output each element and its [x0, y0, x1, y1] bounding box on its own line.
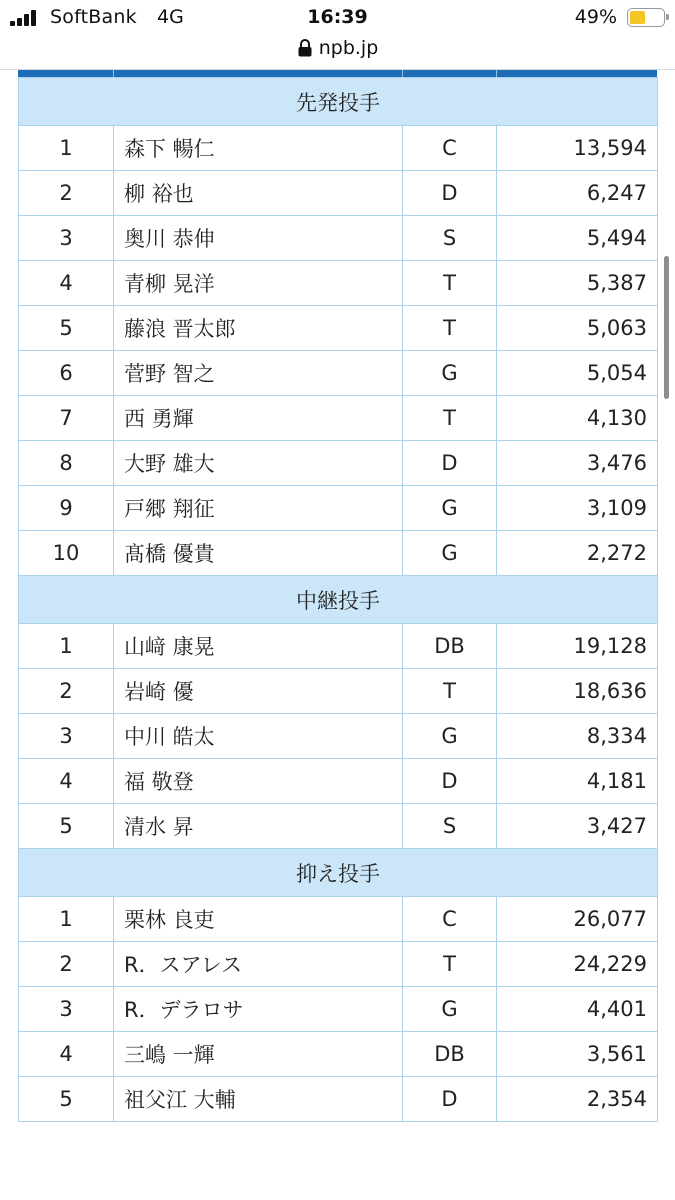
- team-cell: T: [403, 396, 497, 441]
- votes-cell: 3,109: [497, 486, 658, 531]
- votes-cell: 5,494: [497, 216, 658, 261]
- section-header: [19, 576, 658, 624]
- votes-cell: 4,181: [497, 759, 658, 804]
- votes-cell: 3,427: [497, 804, 658, 849]
- rank-cell: 1: [19, 897, 114, 942]
- section-header: [19, 849, 658, 897]
- team-cell: T: [403, 669, 497, 714]
- battery-level: [630, 11, 645, 24]
- team-cell: D: [403, 171, 497, 216]
- rank-cell: 5: [19, 804, 114, 849]
- rank-cell: 1: [19, 126, 114, 171]
- table-row: [19, 714, 658, 759]
- table-row: [19, 987, 658, 1032]
- player-name-cell: 菅野 智之: [114, 351, 403, 396]
- table-row: [19, 306, 658, 351]
- player-name-cell: 清水 昇: [114, 804, 403, 849]
- status-bar: [0, 0, 675, 36]
- table-row: [19, 351, 658, 396]
- table-row: [19, 171, 658, 216]
- votes-cell: 5,387: [497, 261, 658, 306]
- votes-cell: 2,272: [497, 531, 658, 576]
- battery-percentage: 49%: [574, 6, 617, 28]
- team-cell: DB: [403, 624, 497, 669]
- team-cell: C: [403, 126, 497, 171]
- rank-cell: 4: [19, 759, 114, 804]
- team-cell: D: [403, 441, 497, 486]
- table-row: [19, 441, 658, 486]
- team-cell: D: [403, 759, 497, 804]
- player-name-cell: 栗林 良吏: [114, 897, 403, 942]
- table-row: [19, 669, 658, 714]
- player-name-cell: 三嶋 一輝: [114, 1032, 403, 1077]
- lock-icon: [297, 38, 313, 58]
- player-name-cell: 祖父江 大輔: [114, 1077, 403, 1122]
- table-row: [19, 486, 658, 531]
- rank-cell: 9: [19, 486, 114, 531]
- team-cell: S: [403, 804, 497, 849]
- team-cell: G: [403, 987, 497, 1032]
- votes-cell: 24,229: [497, 942, 658, 987]
- all-star-vote-table: [18, 70, 657, 1122]
- section-header: [19, 78, 658, 126]
- network-type: 4G: [157, 6, 184, 28]
- team-cell: C: [403, 897, 497, 942]
- team-cell: T: [403, 261, 497, 306]
- rank-cell: 3: [19, 987, 114, 1032]
- team-cell: D: [403, 1077, 497, 1122]
- votes-cell: 5,063: [497, 306, 658, 351]
- votes-cell: 3,476: [497, 441, 658, 486]
- scrollbar[interactable]: [664, 256, 669, 399]
- rank-cell: 5: [19, 306, 114, 351]
- ranking-table: [18, 77, 658, 1122]
- table-row: [19, 531, 658, 576]
- team-cell: T: [403, 942, 497, 987]
- rank-cell: 10: [19, 531, 114, 576]
- url-text[interactable]: npb.jp: [318, 37, 379, 59]
- table-row: [19, 261, 658, 306]
- votes-cell: 4,130: [497, 396, 658, 441]
- rank-cell: 4: [19, 1032, 114, 1077]
- team-cell: G: [403, 486, 497, 531]
- votes-cell: 13,594: [497, 126, 658, 171]
- section-title: 中継投手: [19, 576, 658, 624]
- player-name-cell: 柳 裕也: [114, 171, 403, 216]
- section-title: 先発投手: [19, 78, 658, 126]
- team-cell: DB: [403, 1032, 497, 1077]
- votes-cell: 8,334: [497, 714, 658, 759]
- player-name-cell: 福 敬登: [114, 759, 403, 804]
- section-title: 抑え投手: [19, 849, 658, 897]
- player-name-cell: R．スアレス: [114, 942, 403, 987]
- table-row: [19, 396, 658, 441]
- battery-icon: [627, 8, 665, 27]
- player-name-cell: 森下 暢仁: [114, 126, 403, 171]
- player-name-cell: 奥川 恭伸: [114, 216, 403, 261]
- team-cell: G: [403, 351, 497, 396]
- rank-cell: 5: [19, 1077, 114, 1122]
- carrier-name: SoftBank: [50, 6, 137, 28]
- player-name-cell: 髙橋 優貴: [114, 531, 403, 576]
- player-name-cell: 戸郷 翔征: [114, 486, 403, 531]
- table-row: [19, 759, 658, 804]
- votes-cell: 6,247: [497, 171, 658, 216]
- rank-cell: 8: [19, 441, 114, 486]
- table-row: [19, 942, 658, 987]
- rank-cell: 3: [19, 714, 114, 759]
- team-cell: G: [403, 714, 497, 759]
- address-bar[interactable]: [0, 36, 675, 70]
- table-row: [19, 1032, 658, 1077]
- table-row: [19, 126, 658, 171]
- table-row: [19, 897, 658, 942]
- player-name-cell: 中川 皓太: [114, 714, 403, 759]
- votes-cell: 19,128: [497, 624, 658, 669]
- votes-cell: 26,077: [497, 897, 658, 942]
- table-row: [19, 804, 658, 849]
- table-row: [19, 624, 658, 669]
- votes-cell: 4,401: [497, 987, 658, 1032]
- player-name-cell: 西 勇輝: [114, 396, 403, 441]
- rank-cell: 2: [19, 171, 114, 216]
- team-cell: T: [403, 306, 497, 351]
- table-header-bar: [18, 70, 657, 77]
- player-name-cell: 藤浪 晋太郎: [114, 306, 403, 351]
- rank-cell: 4: [19, 261, 114, 306]
- table-row: [19, 1077, 658, 1122]
- rank-cell: 6: [19, 351, 114, 396]
- votes-cell: 5,054: [497, 351, 658, 396]
- votes-cell: 3,561: [497, 1032, 658, 1077]
- rank-cell: 2: [19, 942, 114, 987]
- rank-cell: 7: [19, 396, 114, 441]
- votes-cell: 2,354: [497, 1077, 658, 1122]
- player-name-cell: 青柳 晃洋: [114, 261, 403, 306]
- team-cell: S: [403, 216, 497, 261]
- rank-cell: 2: [19, 669, 114, 714]
- status-time: 16:39: [307, 6, 368, 28]
- table-row: [19, 216, 658, 261]
- votes-cell: 18,636: [497, 669, 658, 714]
- player-name-cell: R．デラロサ: [114, 987, 403, 1032]
- player-name-cell: 山﨑 康晃: [114, 624, 403, 669]
- rank-cell: 1: [19, 624, 114, 669]
- player-name-cell: 岩崎 優: [114, 669, 403, 714]
- rank-cell: 3: [19, 216, 114, 261]
- player-name-cell: 大野 雄大: [114, 441, 403, 486]
- team-cell: G: [403, 531, 497, 576]
